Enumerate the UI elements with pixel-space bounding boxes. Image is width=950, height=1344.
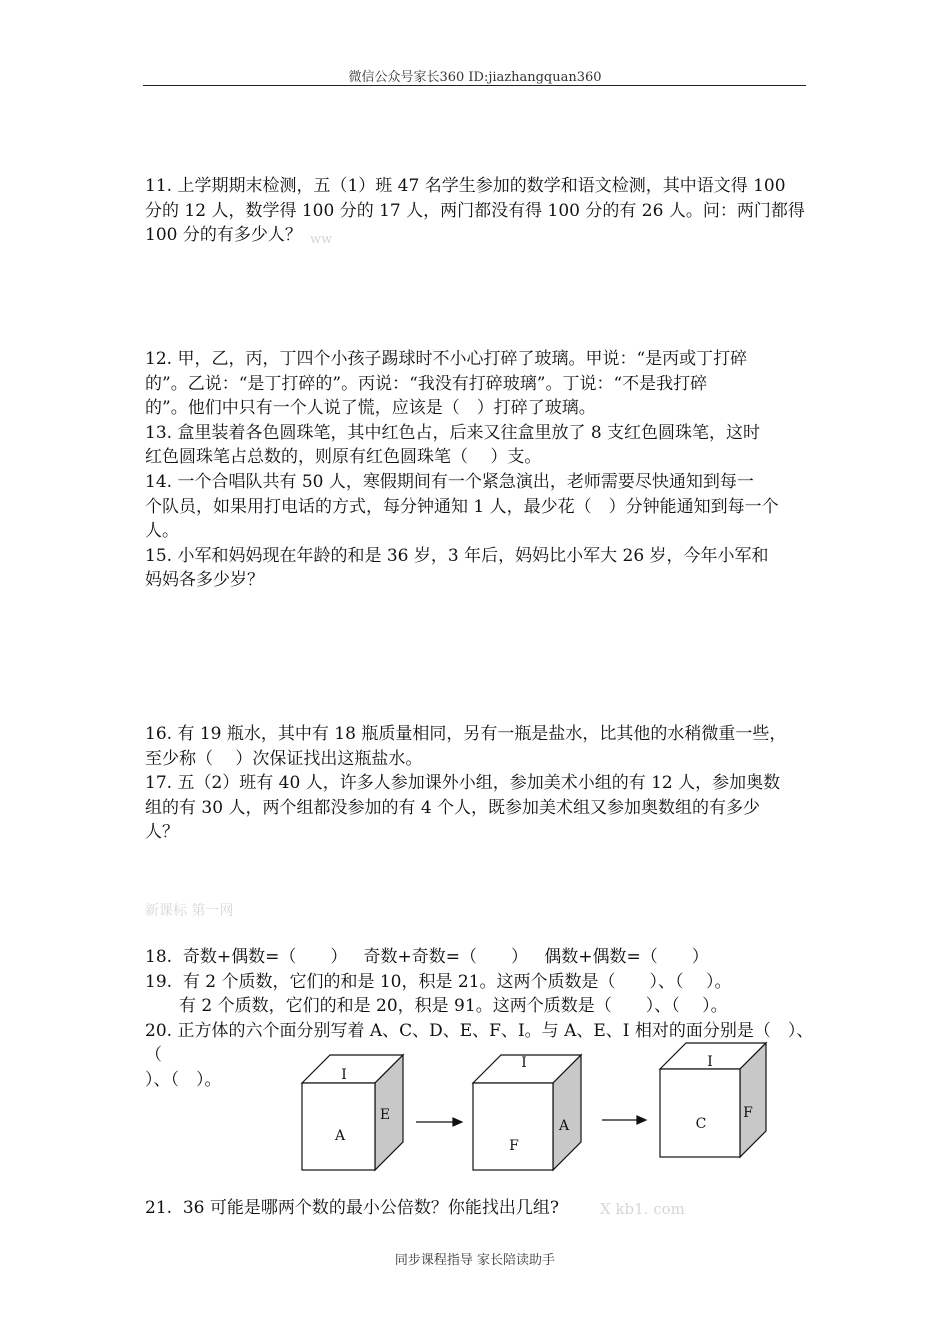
arrow-2 bbox=[602, 1116, 646, 1124]
cube-1-front-label: A bbox=[334, 1128, 346, 1144]
questions-16-17: 16. 有 19 瓶水，其中有 18 瓶质量相同，另有一瓶是盐水，比其他的水稍微重一些， 至少称（ ）次保证找出这瓶盐水。 17. 五（2）班有 40 人，许多人参加课外小组，参加美术小组的有 12 人，参加奥数 组的有 30 人，两个组都没参加的有 4 个人，既参加美术组又参加奥数组的有多少 人？ bbox=[145, 724, 787, 843]
page-footer: 同步课程指导 家长陪读助手 bbox=[394, 1253, 556, 1268]
cube-3-front-label: C bbox=[695, 1116, 707, 1132]
questions-18-20: 18. 奇数+偶数=（ ） 奇数+奇数=（ ） 偶数+偶数=（ ） 19. 有 2 个质数，它们的和是 10，积是 21。这两个质数是（ ）、（ ）。 有 2 个质数，它们的和是 20，积是 91。这两个质数是（ ）、（ ）。 20. 正方体的六个面分别写着 A、C、D、E、F、I。与 A、E、I 相对的面分别是（ ）、（ ）、（ ）。 bbox=[145, 947, 814, 1090]
cube-3-top-label: I bbox=[707, 1054, 713, 1070]
cube-3-front-face bbox=[660, 1069, 740, 1157]
page-header: 微信公众号家长360 ID:jiazhangquan360 bbox=[348, 70, 602, 85]
questions-12-15: 12. 甲，乙，丙，丁四个小孩子踢球时不小心打碎了玻璃。甲说：“是丙或丁打碎 的”。乙说：“是丁打碎的”。丙说：“我没有打碎玻璃”。丁说：“不是我打碎 的”。他们中只有一个人说了慌，应该是（ ）打碎了玻璃。 13. 盒里装着各色圆珠笔，其中红色占，后来又往盒里放了 8 支红色圆珠笔，这时 红色圆珠笔占总数的，则原有红色圆珠笔（ ）支。 14. 一个合唱队共有 50 人，寒假期间有一个紧急演出，老师需要尽快通知到每一 个队员，如果用打电话的方式，每分钟通知 1 人，最少花（ ）分钟能通知到每一个 人。 15. 小军和妈妈现在年龄的和是 36 岁，3 年后，妈妈比小军大 26 岁，今年小军和 妈妈各多少岁？ bbox=[145, 349, 779, 591]
watermark-ww: ww bbox=[310, 232, 333, 247]
cube-2-side-label: A bbox=[558, 1118, 570, 1134]
cube-diagram bbox=[290, 1040, 790, 1180]
question-21: 21. 36 可能是哪两个数的最小公倍数？你能找出几组? bbox=[145, 1198, 559, 1218]
cube-1-front-face bbox=[302, 1083, 375, 1170]
cube-3 bbox=[660, 1043, 766, 1157]
watermark-xkb1: X kb1. com bbox=[600, 1200, 685, 1218]
cube-2-top-label: I bbox=[521, 1055, 527, 1071]
watermark-xinkebiao: 新课标 第一网 bbox=[145, 903, 234, 919]
cube-1-side-label: E bbox=[379, 1107, 391, 1123]
cube-2-front-face bbox=[473, 1083, 553, 1170]
cube-2-front-label: F bbox=[509, 1138, 519, 1154]
cube-3-side-label: F bbox=[743, 1105, 753, 1121]
header-rule bbox=[143, 85, 806, 86]
cube-2 bbox=[473, 1055, 581, 1170]
cube-1-top-label: I bbox=[341, 1067, 347, 1083]
question-11: 11. 上学期期末检测，五（1）班 47 名学生参加的数学和语文检测，其中语文得 100 分的 12 人，数学得 100 分的 17 人，两门都没有得 100 分的有 26 人。问：两门都得 100 分的有多少人？ bbox=[145, 176, 805, 246]
arrow-1 bbox=[416, 1118, 462, 1126]
